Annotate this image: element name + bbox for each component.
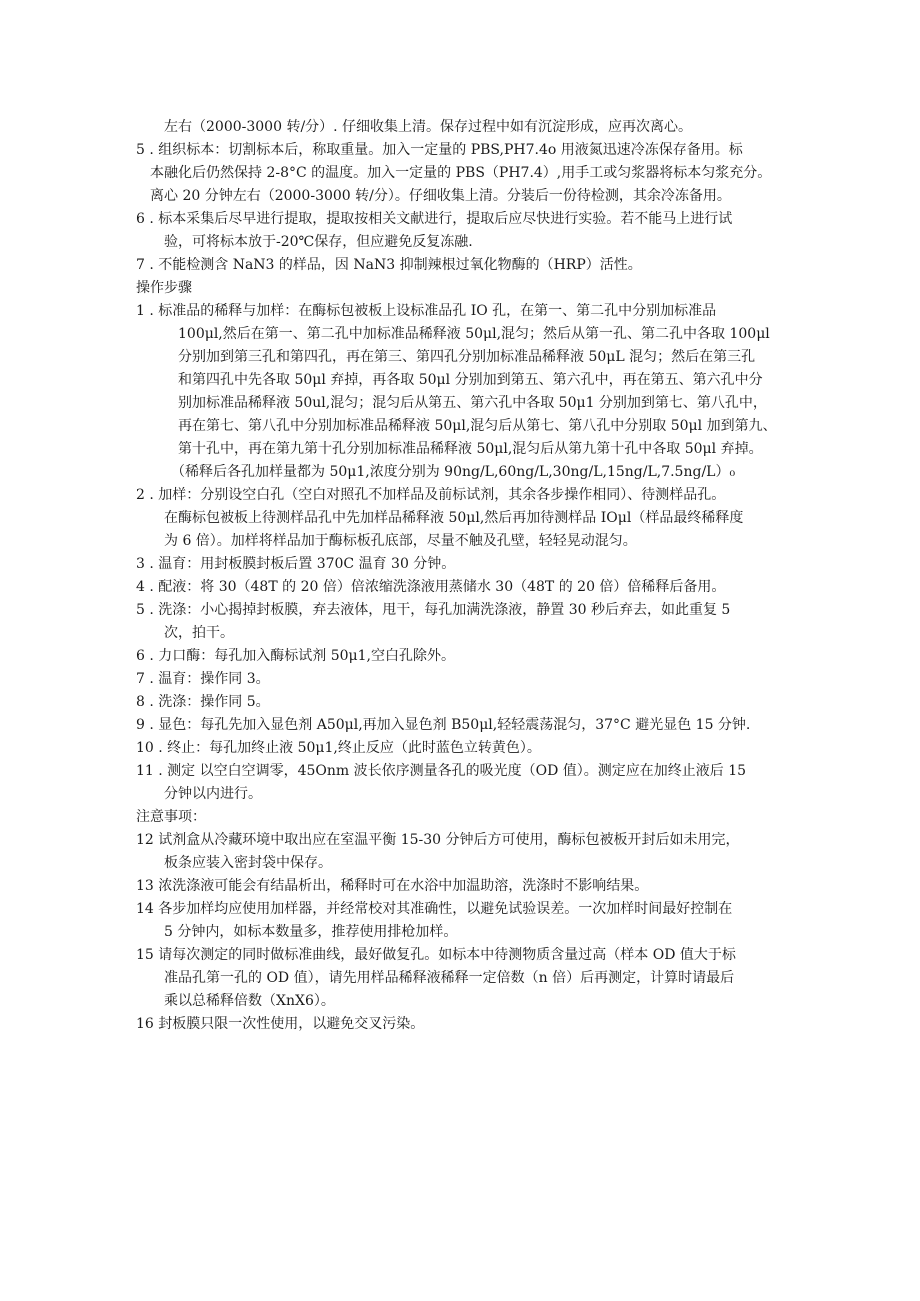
item-first-line: 16 封板膜只限一次性使用，以避免交叉污染。 — [136, 1016, 425, 1032]
sample-notes-list — [136, 139, 806, 277]
item-continuation-line: 离心 20 分钟左右（2000-3000 转/分）。仔细收集上清。分装后一份待检测，其余冷冻备用。 — [136, 188, 731, 204]
item-continuation-line: 第十孔中，再在第九第十孔分别加标准品稀释液 50μl,混匀后从第九第十孔中各取 50μl 弃掉。 — [136, 441, 763, 457]
item-first-line: 14 各步加样均应使用加样器，并经常校对其准确性，以避免试验误差。一次加样时间最好控制在 — [136, 901, 733, 917]
procedure-step-item — [136, 300, 806, 484]
item-continuation-line: 准品孔第一孔的 OD 值），请先用样品稀释液稀释一定倍数（n 倍）后再测定，计算时请最后 — [136, 970, 735, 986]
notes-heading: 注意事项： — [136, 809, 206, 825]
item-first-line: 1 . 标准品的稀释与加样：在酶标包被板上设标准品孔 IO 孔，在第一、第二孔中分别加标准品 — [136, 303, 717, 319]
procedure-step-item — [136, 691, 806, 714]
item-continuation-line: 分钟以内进行。 — [136, 786, 262, 802]
item-first-line: 7 . 温育：操作同 3。 — [136, 671, 270, 687]
procedure-step-item — [136, 484, 806, 553]
item-continuation-line: 再在第七、第八孔中分别加标准品稀释液 50μl,混匀后从第七、第八孔中分别取 50μl 加到第九、 — [136, 418, 777, 434]
document-body — [136, 116, 806, 1036]
procedure-step-item — [136, 553, 806, 576]
item-continuation-line: 次，拍干。 — [136, 625, 234, 641]
procedure-steps-list — [136, 300, 806, 806]
procedure-step-item — [136, 576, 806, 599]
item-continuation-line: 乘以总稀释倍数（XnX6）。 — [136, 993, 335, 1009]
sample-note-item — [136, 208, 806, 254]
note-item — [136, 944, 806, 1013]
note-item — [136, 875, 806, 898]
notes-list — [136, 829, 806, 1036]
item-first-line: 12 试剂盒从冷藏环境中取出应在室温平衡 15-30 分钟后方可使用，酶标包被板开封后如未用完， — [136, 832, 740, 848]
item-continuation-line: 分别加到第三孔和第四孔，再在第三、第四孔分别加标准品稀释液 50μL 混匀；然后在第三孔 — [136, 349, 756, 365]
item-first-line: 15 请每次测定的同时做标准曲线，最好做复孔。如标本中待测物质含量过高（样本 OD 值大于标 — [136, 947, 736, 963]
procedure-heading: 操作步骤 — [136, 280, 192, 296]
item-first-line: 4 . 配液：将 30（48T 的 20 倍）倍浓缩洗涤液用蒸储水 30（48T 的 20 倍）倍稀释后备用。 — [136, 579, 726, 595]
item-continuation-line: 100μl,然后在第一、第二孔中加标准品稀释液 50μl,混匀；然后从第一孔、第二孔中各取 100μl — [136, 326, 770, 342]
item-first-line: 7 . 不能检测含 NaN3 的样品，因 NaN3 抑制辣根过氧化物酶的（HRP）活性。 — [136, 257, 642, 273]
note-item — [136, 829, 806, 875]
item-first-line: 2 . 加样：分别设空白孔（空白对照孔不加样品及前标试剂，其余各步操作相同）、待测样品孔。 — [136, 487, 726, 503]
item-continuation-line: 别加标准品稀释液 50ul,混匀；混匀后从第五、第六孔中各取 50μ1 分别加到第七、第八孔中， — [136, 395, 767, 411]
item-first-line: 5 . 组织标本：切割标本后，称取重量。加入一定量的 PBS,PH7.4o 用液氮迅速冷冻保存备用。标 — [136, 142, 743, 158]
item-first-line: 3 . 温育：用封板膜封板后置 370C 温育 30 分钟。 — [136, 556, 456, 572]
item-continuation-line: 和第四孔中先各取 50μl 弃掉，再各取 50μl 分别加到第五、第六孔中，再在第五、第六孔中分 — [136, 372, 763, 388]
procedure-step-item — [136, 599, 806, 645]
procedure-step-item — [136, 645, 806, 668]
item-first-line: 6 . 标本采集后尽早进行提取，提取按相关文献进行，提取后应尽快进行实验。若不能马上进行试 — [136, 211, 733, 227]
item-continuation-line: 为 6 倍）。加样将样品加于酶标板孔底部，尽量不触及孔壁，轻轻晃动混匀。 — [136, 533, 637, 549]
item-first-line: 6 . 力口酶：每孔加入酶标试剂 50μ1,空白孔除外。 — [136, 648, 455, 664]
item-first-line: 11 . 测定 以空白空调零，45Onm 波长依序测量各孔的吸光度（OD 值）。测定应在加终止液后 15 — [136, 763, 747, 779]
intro-line: 左右（2000-3000 转/分）. 仔细收集上清。保存过程中如有沉淀形成，应再次离心。 — [136, 119, 693, 135]
procedure-step-item — [136, 668, 806, 691]
item-first-line: 13 浓洗涤液可能会有结晶析出，稀释时可在水浴中加温助溶，洗涤时不影响结果。 — [136, 878, 649, 894]
procedure-step-item — [136, 760, 806, 806]
item-first-line: 9 . 显色：每孔先加入显色剂 A50μl,再加入显色剂 B50μl,轻轻震荡混匀，37°C 避光显色 15 分钟. — [136, 717, 751, 733]
item-continuation-line: （稀释后各孔加样量都为 50μ1,浓度分别为 90ng/L,60ng/L,30ng/L,15ng/L,7.5ng/L）₀ — [136, 464, 736, 480]
item-continuation-line: 在酶标包被板上待测样品孔中先加样品稀释液 50μl,然后再加待测样品 IOμl（样品最终稀释度 — [136, 510, 744, 526]
item-first-line: 10 . 终止：每孔加终止液 50μ1,终止反应（此时蓝色立转黄色）。 — [136, 740, 541, 756]
sample-note-item — [136, 254, 806, 277]
sample-note-item — [136, 139, 806, 208]
intro-section — [136, 116, 806, 139]
procedure-step-item — [136, 714, 806, 737]
item-continuation-line: 板条应装入密封袋中保存。 — [136, 855, 332, 871]
item-first-line: 8 . 洗涤：操作同 5。 — [136, 694, 270, 710]
item-continuation-line: 5 分钟内，如标本数量多，推荐使用排枪加样。 — [136, 924, 458, 940]
item-first-line: 5 . 洗涤：小心揭掉封板膜，弃去液体，甩干，每孔加满洗涤液，静置 30 秒后弃去，如此重复 5 — [136, 602, 731, 618]
procedure-step-item — [136, 737, 806, 760]
note-item — [136, 898, 806, 944]
item-continuation-line: 本融化后仍然保持 2-8°C 的温度。加入一定量的 PBS（PH7.4）,用手工或匀浆器将标本匀浆充分。 — [136, 165, 772, 181]
item-continuation-line: 验，可将标本放于-20℃保存，但应避免反复冻融. — [136, 234, 473, 250]
note-item — [136, 1013, 806, 1036]
